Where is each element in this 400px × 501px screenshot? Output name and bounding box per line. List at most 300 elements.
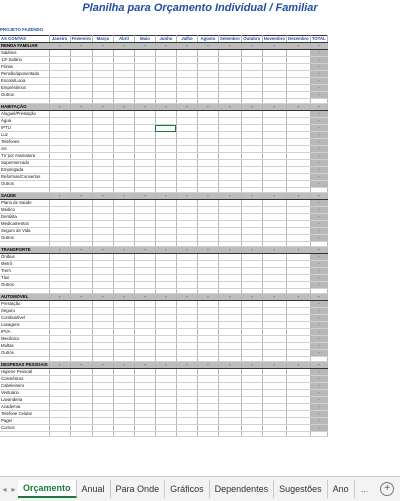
value-cell[interactable]: [197, 214, 218, 221]
value-cell[interactable]: [70, 261, 92, 268]
value-cell[interactable]: [197, 350, 218, 357]
value-cell[interactable]: [134, 261, 155, 268]
value-cell[interactable]: [49, 329, 70, 336]
value-cell[interactable]: [70, 418, 92, 425]
value-cell[interactable]: [70, 85, 92, 92]
value-cell[interactable]: [92, 322, 113, 329]
value-cell[interactable]: [113, 207, 134, 214]
value-cell[interactable]: [70, 125, 92, 132]
value-cell[interactable]: [134, 343, 155, 350]
value-cell[interactable]: [70, 153, 92, 160]
value-cell[interactable]: [113, 221, 134, 228]
row-label[interactable]: Supermercado: [0, 160, 49, 167]
value-cell[interactable]: [92, 160, 113, 167]
value-cell[interactable]: [49, 125, 70, 132]
value-cell[interactable]: [176, 181, 197, 188]
month-header-5[interactable]: Junho: [155, 36, 176, 43]
value-cell[interactable]: [287, 153, 311, 160]
value-cell[interactable]: [262, 92, 286, 99]
value-cell[interactable]: [92, 404, 113, 411]
row-total-cell[interactable]: -: [310, 111, 327, 118]
value-cell[interactable]: [49, 343, 70, 350]
value-cell[interactable]: [92, 275, 113, 282]
value-cell[interactable]: [197, 57, 218, 64]
value-cell[interactable]: [134, 369, 155, 376]
value-cell[interactable]: [262, 383, 286, 390]
value-cell[interactable]: [134, 376, 155, 383]
value-cell[interactable]: [218, 174, 241, 181]
value-cell[interactable]: [70, 343, 92, 350]
value-cell[interactable]: [176, 132, 197, 139]
value-cell[interactable]: [287, 418, 311, 425]
value-cell[interactable]: [287, 125, 311, 132]
value-cell[interactable]: [197, 411, 218, 418]
section-subtotal-cell[interactable]: -: [262, 247, 286, 254]
value-cell[interactable]: [218, 308, 241, 315]
value-cell[interactable]: [241, 275, 262, 282]
value-cell[interactable]: [218, 57, 241, 64]
sheet-tab-2[interactable]: Para Onde: [111, 480, 166, 498]
value-cell[interactable]: [155, 85, 176, 92]
value-cell[interactable]: [113, 92, 134, 99]
value-cell[interactable]: [218, 268, 241, 275]
value-cell[interactable]: [134, 301, 155, 308]
section-subtotal-cell[interactable]: -: [70, 104, 92, 111]
value-cell[interactable]: [197, 308, 218, 315]
value-cell[interactable]: [218, 111, 241, 118]
value-cell[interactable]: [262, 404, 286, 411]
value-cell[interactable]: [134, 404, 155, 411]
value-cell[interactable]: [92, 57, 113, 64]
value-cell[interactable]: [176, 92, 197, 99]
value-cell[interactable]: [70, 50, 92, 57]
value-cell[interactable]: [218, 322, 241, 329]
value-cell[interactable]: [176, 369, 197, 376]
value-cell[interactable]: [218, 425, 241, 432]
value-cell[interactable]: [241, 350, 262, 357]
row-total-cell[interactable]: -: [310, 50, 327, 57]
sheet-tab-5[interactable]: Sugestões: [274, 480, 328, 498]
value-cell[interactable]: [70, 132, 92, 139]
value-cell[interactable]: [287, 132, 311, 139]
section-subtotal-cell[interactable]: -: [262, 193, 286, 200]
value-cell[interactable]: [241, 111, 262, 118]
blank-cell[interactable]: [310, 432, 327, 437]
value-cell[interactable]: [92, 350, 113, 357]
row-label[interactable]: Reformas/Consertos: [0, 174, 49, 181]
value-cell[interactable]: [287, 174, 311, 181]
value-cell[interactable]: [241, 254, 262, 261]
value-cell[interactable]: [92, 132, 113, 139]
value-cell[interactable]: [287, 78, 311, 85]
value-cell[interactable]: [197, 160, 218, 167]
row-total-cell[interactable]: -: [310, 160, 327, 167]
value-cell[interactable]: [176, 118, 197, 125]
value-cell[interactable]: [197, 425, 218, 432]
section-subtotal-cell[interactable]: -: [262, 294, 286, 301]
section-subtotal-cell[interactable]: -: [197, 193, 218, 200]
value-cell[interactable]: [241, 397, 262, 404]
value-cell[interactable]: [287, 369, 311, 376]
row-label[interactable]: Seguro: [0, 308, 49, 315]
row-total-cell[interactable]: -: [310, 301, 327, 308]
value-cell[interactable]: [92, 174, 113, 181]
value-cell[interactable]: [70, 78, 92, 85]
row-total-cell[interactable]: -: [310, 425, 327, 432]
value-cell[interactable]: [241, 411, 262, 418]
value-cell[interactable]: [262, 57, 286, 64]
row-label[interactable]: Telefone Celular: [0, 411, 49, 418]
value-cell[interactable]: [113, 64, 134, 71]
value-cell[interactable]: [49, 235, 70, 242]
value-cell[interactable]: [218, 282, 241, 289]
value-cell[interactable]: [49, 350, 70, 357]
value-cell[interactable]: [176, 404, 197, 411]
value-cell[interactable]: [218, 50, 241, 57]
row-label[interactable]: Água: [0, 118, 49, 125]
value-cell[interactable]: [155, 282, 176, 289]
value-cell[interactable]: [197, 383, 218, 390]
value-cell[interactable]: [287, 336, 311, 343]
value-cell[interactable]: [262, 411, 286, 418]
value-cell[interactable]: [197, 200, 218, 207]
section-label[interactable]: HABITAÇÃO: [0, 104, 49, 111]
row-label[interactable]: Aluguel/Prestação: [0, 111, 49, 118]
value-cell[interactable]: [241, 125, 262, 132]
row-label[interactable]: Pager: [0, 418, 49, 425]
section-subtotal-cell[interactable]: -: [92, 247, 113, 254]
value-cell[interactable]: [49, 254, 70, 261]
section-total-cell[interactable]: -: [310, 247, 327, 254]
value-cell[interactable]: [113, 174, 134, 181]
section-subtotal-cell[interactable]: -: [134, 43, 155, 50]
value-cell[interactable]: [287, 301, 311, 308]
value-cell[interactable]: [92, 425, 113, 432]
section-subtotal-cell[interactable]: -: [287, 43, 311, 50]
value-cell[interactable]: [92, 111, 113, 118]
value-cell[interactable]: [134, 214, 155, 221]
value-cell[interactable]: [134, 181, 155, 188]
value-cell[interactable]: [218, 153, 241, 160]
blank-cell[interactable]: [92, 432, 113, 437]
value-cell[interactable]: [70, 57, 92, 64]
value-cell[interactable]: [241, 315, 262, 322]
section-subtotal-cell[interactable]: -: [218, 193, 241, 200]
value-cell[interactable]: [92, 336, 113, 343]
value-cell[interactable]: [155, 57, 176, 64]
value-cell[interactable]: [176, 153, 197, 160]
blank-cell[interactable]: [262, 432, 286, 437]
value-cell[interactable]: [70, 167, 92, 174]
value-cell[interactable]: [197, 369, 218, 376]
value-cell[interactable]: [218, 418, 241, 425]
value-cell[interactable]: [262, 235, 286, 242]
section-subtotal-cell[interactable]: -: [218, 104, 241, 111]
value-cell[interactable]: [70, 228, 92, 235]
value-cell[interactable]: [218, 214, 241, 221]
value-cell[interactable]: [197, 78, 218, 85]
value-cell[interactable]: [218, 275, 241, 282]
row-total-cell[interactable]: -: [310, 411, 327, 418]
value-cell[interactable]: [218, 160, 241, 167]
section-subtotal-cell[interactable]: -: [92, 43, 113, 50]
value-cell[interactable]: [218, 350, 241, 357]
value-cell[interactable]: [287, 397, 311, 404]
value-cell[interactable]: [70, 207, 92, 214]
value-cell[interactable]: [92, 207, 113, 214]
month-header-7[interactable]: Agosto: [197, 36, 218, 43]
value-cell[interactable]: [155, 78, 176, 85]
section-subtotal-cell[interactable]: -: [218, 294, 241, 301]
section-subtotal-cell[interactable]: -: [197, 247, 218, 254]
value-cell[interactable]: [113, 214, 134, 221]
row-total-cell[interactable]: -: [310, 207, 327, 214]
value-cell[interactable]: [70, 92, 92, 99]
value-cell[interactable]: [241, 390, 262, 397]
value-cell[interactable]: [70, 322, 92, 329]
section-label[interactable]: RENDA FAMILIAR: [0, 43, 49, 50]
value-cell[interactable]: [218, 390, 241, 397]
blank-cell[interactable]: [197, 432, 218, 437]
value-cell[interactable]: [197, 50, 218, 57]
value-cell[interactable]: [197, 167, 218, 174]
row-total-cell[interactable]: -: [310, 125, 327, 132]
value-cell[interactable]: [113, 167, 134, 174]
value-cell[interactable]: [134, 329, 155, 336]
value-cell[interactable]: [113, 153, 134, 160]
value-cell[interactable]: [49, 146, 70, 153]
section-subtotal-cell[interactable]: -: [49, 362, 70, 369]
value-cell[interactable]: [218, 254, 241, 261]
value-cell[interactable]: [113, 425, 134, 432]
value-cell[interactable]: [176, 336, 197, 343]
section-total-cell[interactable]: -: [310, 193, 327, 200]
value-cell[interactable]: [92, 282, 113, 289]
section-subtotal-cell[interactable]: -: [70, 294, 92, 301]
value-cell[interactable]: [49, 228, 70, 235]
row-label[interactable]: Academia: [0, 404, 49, 411]
value-cell[interactable]: [113, 275, 134, 282]
value-cell[interactable]: [70, 329, 92, 336]
month-header-8[interactable]: Setembro: [219, 36, 240, 41]
section-subtotal-cell[interactable]: -: [155, 362, 176, 369]
month-header-10[interactable]: Novembro: [263, 36, 286, 41]
value-cell[interactable]: [155, 118, 176, 125]
value-cell[interactable]: [218, 125, 241, 132]
section-subtotal-cell[interactable]: -: [176, 104, 197, 111]
blank-cell[interactable]: [218, 432, 241, 437]
value-cell[interactable]: [197, 64, 218, 71]
value-cell[interactable]: [49, 118, 70, 125]
blank-cell[interactable]: [49, 432, 70, 437]
value-cell[interactable]: [155, 146, 176, 153]
value-cell[interactable]: [92, 221, 113, 228]
value-cell[interactable]: [218, 369, 241, 376]
value-cell[interactable]: [176, 235, 197, 242]
value-cell[interactable]: [218, 71, 241, 78]
value-cell[interactable]: [241, 160, 262, 167]
value-cell[interactable]: [287, 390, 311, 397]
value-cell[interactable]: [92, 308, 113, 315]
section-subtotal-cell[interactable]: -: [241, 247, 262, 254]
value-cell[interactable]: [155, 397, 176, 404]
value-cell[interactable]: [113, 376, 134, 383]
value-cell[interactable]: [241, 376, 262, 383]
value-cell[interactable]: [176, 411, 197, 418]
section-subtotal-cell[interactable]: -: [262, 104, 286, 111]
value-cell[interactable]: [155, 153, 176, 160]
row-label[interactable]: Plano de Saúde: [0, 200, 49, 207]
value-cell[interactable]: [134, 118, 155, 125]
value-cell[interactable]: [92, 146, 113, 153]
value-cell[interactable]: [287, 57, 311, 64]
value-cell[interactable]: [262, 214, 286, 221]
value-cell[interactable]: [70, 301, 92, 308]
value-cell[interactable]: [241, 132, 262, 139]
section-subtotal-cell[interactable]: -: [287, 362, 311, 369]
total-header[interactable]: TOTAL: [311, 36, 326, 41]
value-cell[interactable]: [262, 125, 286, 132]
sheet-tab-0[interactable]: Orçamento: [18, 480, 77, 498]
value-cell[interactable]: [49, 390, 70, 397]
value-cell[interactable]: [262, 200, 286, 207]
value-cell[interactable]: [113, 228, 134, 235]
value-cell[interactable]: [287, 221, 311, 228]
value-cell[interactable]: [241, 146, 262, 153]
section-total-cell[interactable]: -: [310, 43, 327, 50]
value-cell[interactable]: [70, 369, 92, 376]
value-cell[interactable]: [70, 376, 92, 383]
row-total-cell[interactable]: -: [310, 181, 327, 188]
value-cell[interactable]: [287, 315, 311, 322]
value-cell[interactable]: [155, 221, 176, 228]
value-cell[interactable]: [49, 369, 70, 376]
row-label[interactable]: Outros: [0, 92, 49, 99]
row-total-cell[interactable]: -: [310, 315, 327, 322]
value-cell[interactable]: [262, 167, 286, 174]
value-cell[interactable]: [134, 418, 155, 425]
value-cell[interactable]: [92, 261, 113, 268]
row-total-cell[interactable]: -: [310, 275, 327, 282]
value-cell[interactable]: [262, 146, 286, 153]
section-subtotal-cell[interactable]: -: [241, 294, 262, 301]
value-cell[interactable]: [155, 301, 176, 308]
value-cell[interactable]: [155, 275, 176, 282]
value-cell[interactable]: [241, 92, 262, 99]
value-cell[interactable]: [176, 261, 197, 268]
value-cell[interactable]: [287, 71, 311, 78]
value-cell[interactable]: [218, 411, 241, 418]
value-cell[interactable]: [92, 64, 113, 71]
value-cell[interactable]: [176, 315, 197, 322]
value-cell[interactable]: [134, 235, 155, 242]
row-label[interactable]: TV por Assinatura: [0, 153, 49, 160]
value-cell[interactable]: [176, 268, 197, 275]
value-cell[interactable]: [113, 125, 134, 132]
section-total-cell[interactable]: -: [310, 294, 327, 301]
row-label[interactable]: cel: [0, 146, 49, 153]
value-cell[interactable]: [92, 50, 113, 57]
value-cell[interactable]: [134, 85, 155, 92]
value-cell[interactable]: [155, 139, 176, 146]
value-cell[interactable]: [262, 221, 286, 228]
value-cell[interactable]: [49, 85, 70, 92]
value-cell[interactable]: [70, 275, 92, 282]
value-cell[interactable]: [70, 118, 92, 125]
row-total-cell[interactable]: -: [310, 261, 327, 268]
value-cell[interactable]: [49, 160, 70, 167]
value-cell[interactable]: [70, 160, 92, 167]
value-cell[interactable]: [134, 200, 155, 207]
value-cell[interactable]: [241, 200, 262, 207]
section-subtotal-cell[interactable]: -: [70, 247, 92, 254]
value-cell[interactable]: [49, 282, 70, 289]
value-cell[interactable]: [49, 181, 70, 188]
value-cell[interactable]: [262, 228, 286, 235]
blank-cell[interactable]: [70, 432, 92, 437]
value-cell[interactable]: [49, 78, 70, 85]
value-cell[interactable]: [197, 418, 218, 425]
value-cell[interactable]: [197, 261, 218, 268]
section-subtotal-cell[interactable]: -: [134, 362, 155, 369]
value-cell[interactable]: [113, 160, 134, 167]
row-label[interactable]: Outros: [0, 235, 49, 242]
value-cell[interactable]: [134, 411, 155, 418]
value-cell[interactable]: [262, 139, 286, 146]
value-cell[interactable]: [287, 139, 311, 146]
section-subtotal-cell[interactable]: -: [262, 362, 286, 369]
value-cell[interactable]: [262, 174, 286, 181]
value-cell[interactable]: [134, 282, 155, 289]
value-cell[interactable]: [218, 228, 241, 235]
section-subtotal-cell[interactable]: -: [197, 362, 218, 369]
value-cell[interactable]: [92, 390, 113, 397]
row-total-cell[interactable]: -: [310, 268, 327, 275]
sheet-tab-1[interactable]: Anual: [77, 480, 111, 498]
value-cell[interactable]: [241, 221, 262, 228]
value-cell[interactable]: [241, 139, 262, 146]
value-cell[interactable]: [262, 418, 286, 425]
section-subtotal-cell[interactable]: -: [70, 362, 92, 369]
value-cell[interactable]: [262, 343, 286, 350]
section-subtotal-cell[interactable]: -: [113, 362, 134, 369]
value-cell[interactable]: [49, 167, 70, 174]
section-label[interactable]: SAÚDE: [0, 193, 49, 200]
value-cell[interactable]: [113, 397, 134, 404]
value-cell[interactable]: [262, 336, 286, 343]
value-cell[interactable]: [218, 200, 241, 207]
value-cell[interactable]: [176, 350, 197, 357]
row-label[interactable]: Vestuário: [0, 390, 49, 397]
blank-cell[interactable]: [0, 432, 49, 437]
value-cell[interactable]: [134, 308, 155, 315]
value-cell[interactable]: [134, 322, 155, 329]
value-cell[interactable]: [134, 139, 155, 146]
value-cell[interactable]: [262, 160, 286, 167]
value-cell[interactable]: [287, 268, 311, 275]
value-cell[interactable]: [197, 235, 218, 242]
row-total-cell[interactable]: -: [310, 390, 327, 397]
value-cell[interactable]: [70, 139, 92, 146]
value-cell[interactable]: [70, 111, 92, 118]
section-subtotal-cell[interactable]: -: [155, 104, 176, 111]
value-cell[interactable]: [287, 254, 311, 261]
value-cell[interactable]: [49, 301, 70, 308]
value-cell[interactable]: [113, 322, 134, 329]
section-subtotal-cell[interactable]: -: [176, 193, 197, 200]
value-cell[interactable]: [218, 207, 241, 214]
value-cell[interactable]: [197, 404, 218, 411]
